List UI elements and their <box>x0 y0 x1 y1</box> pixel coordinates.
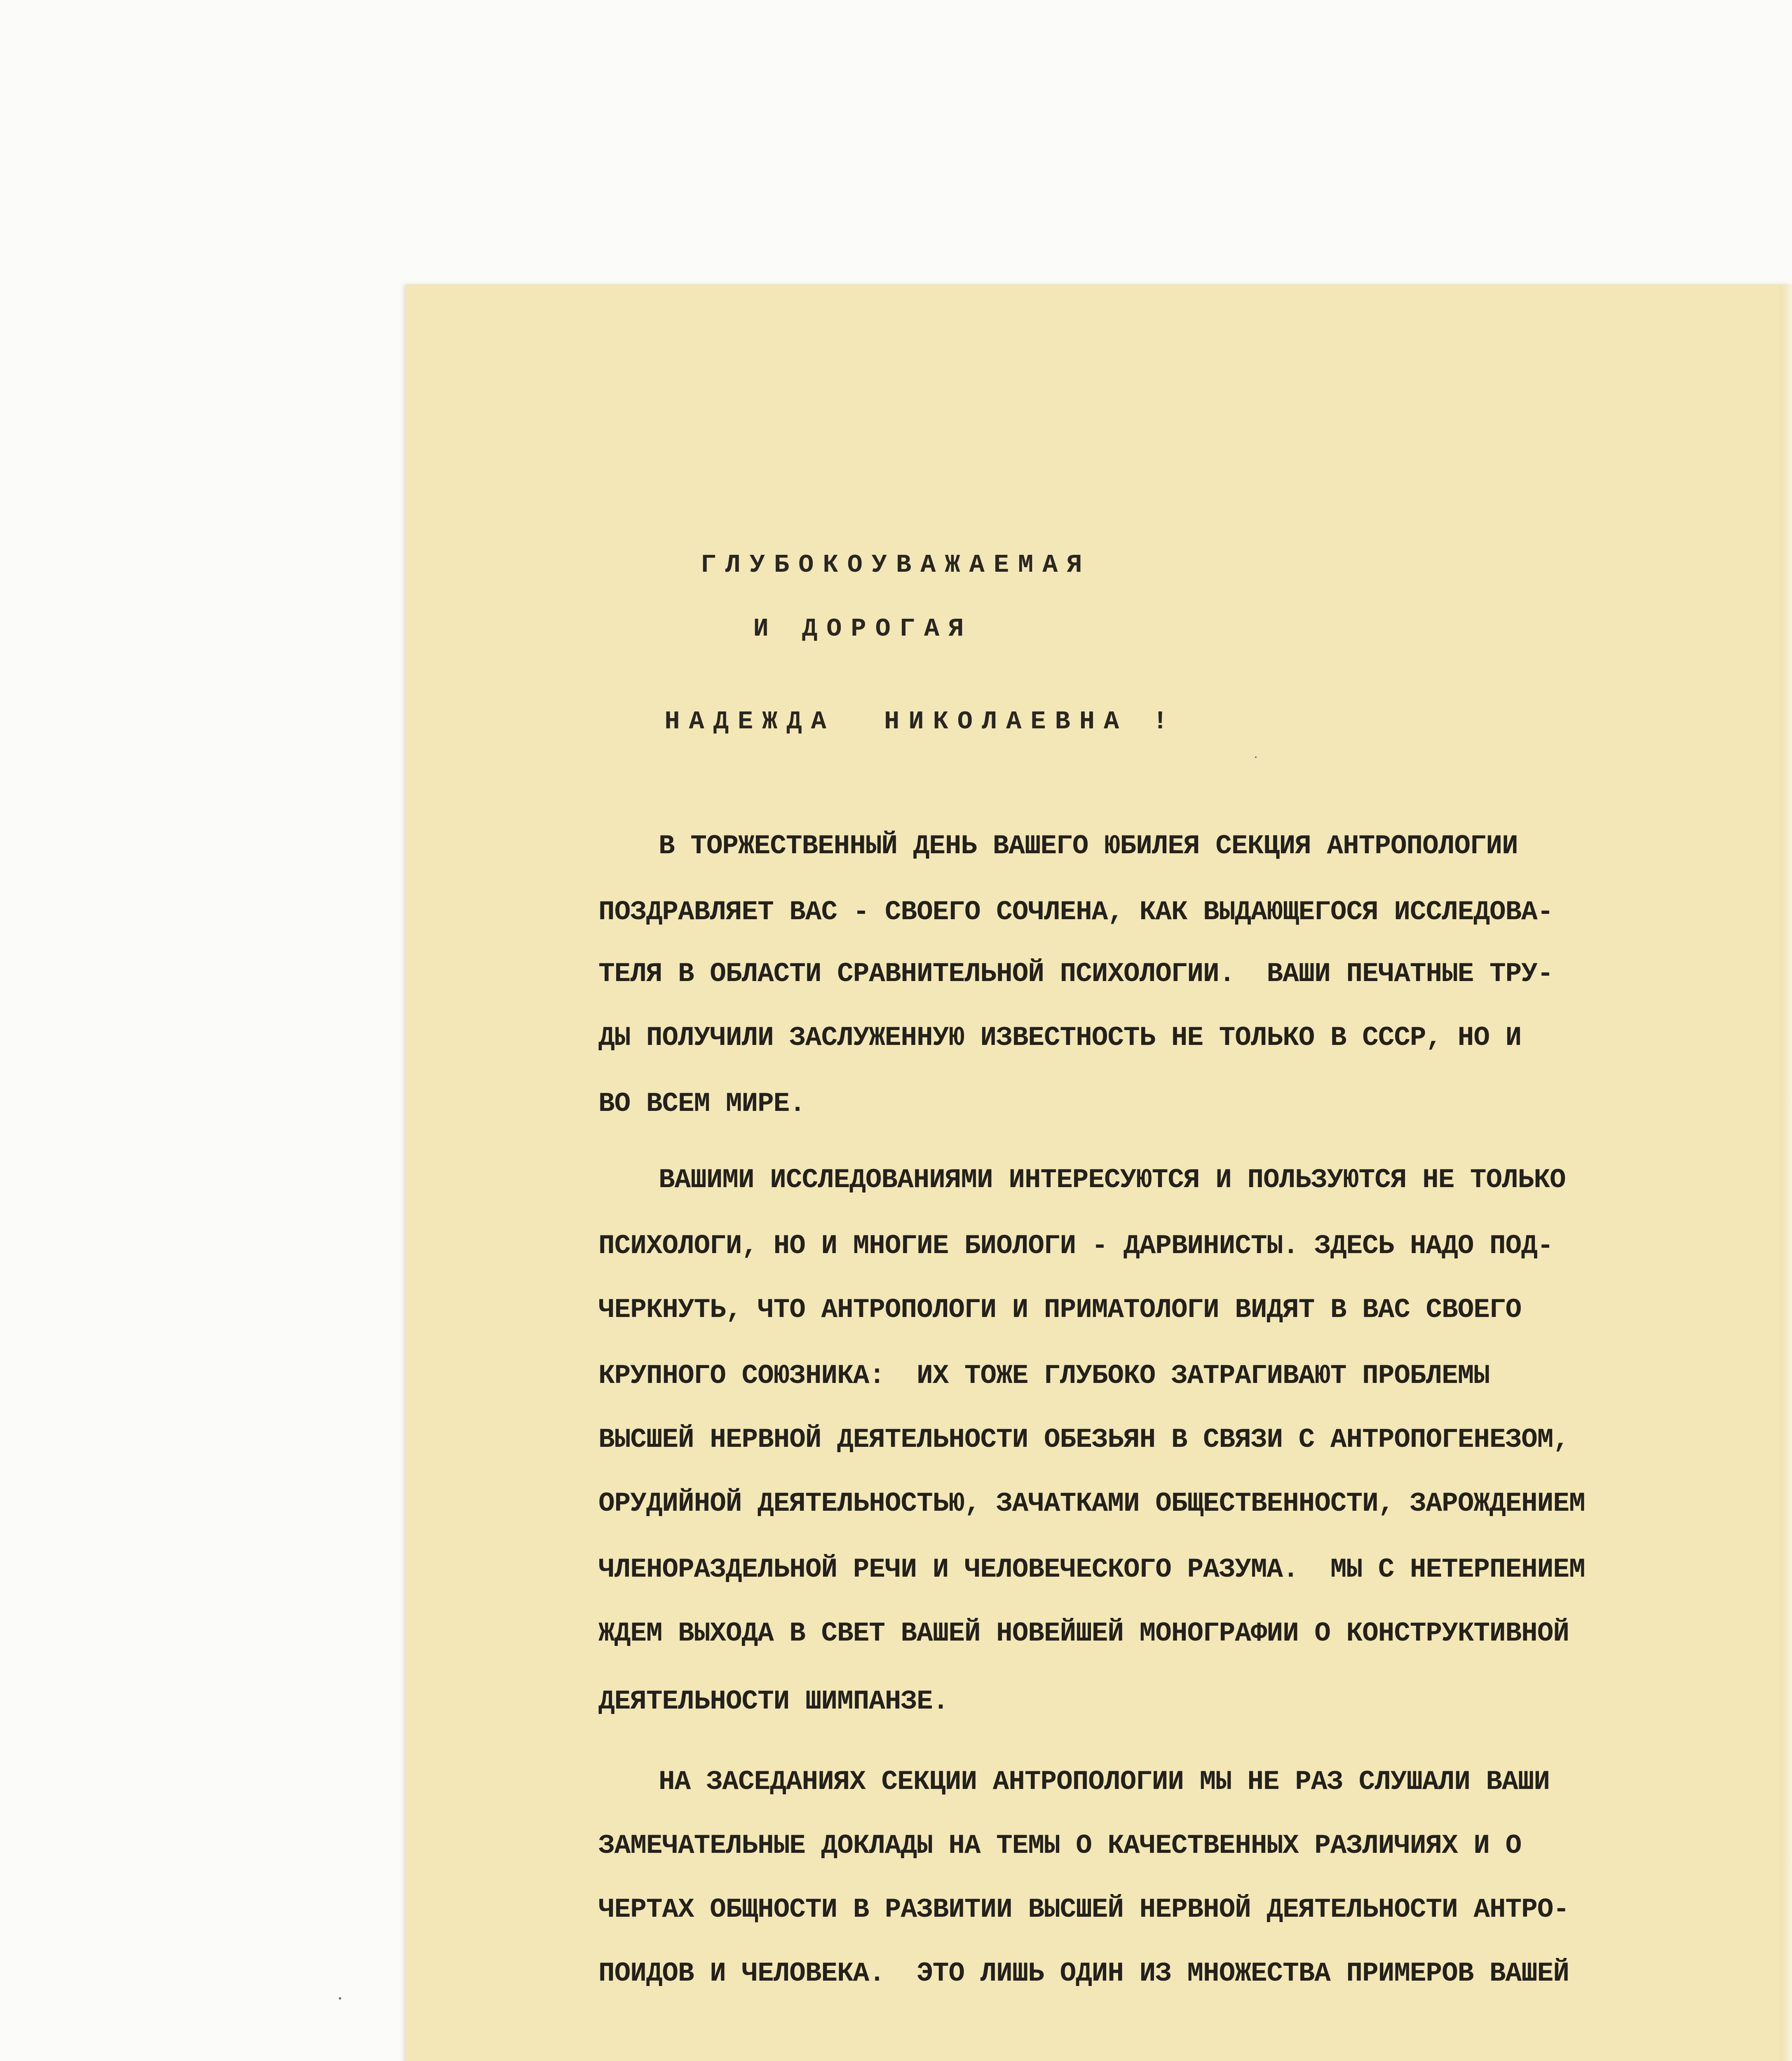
body-line: ПСИХОЛОГИ, НО И МНОГИЕ БИОЛОГИ - ДАРВИНИСТЫ. ЗДЕСЬ НАДО ПОД- <box>598 1230 1553 1261</box>
heading-line-3: НАДЕЖДА НИКОЛАЕВНА ! <box>664 707 1177 736</box>
heading-line-1: ГЛУБОКОУВАЖАЕМАЯ <box>701 550 1091 580</box>
body-line: ВАШИМИ ИССЛЕДОВАНИЯМИ ИНТЕРЕСУЮТСЯ И ПОЛЬЗУЮТСЯ НЕ ТОЛЬКО <box>659 1164 1566 1195</box>
body-line: ДЫ ПОЛУЧИЛИ ЗАСЛУЖЕННУЮ ИЗВЕСТНОСТЬ НЕ ТОЛЬКО В СССР, НО И <box>598 1022 1522 1053</box>
paper-speck <box>1255 756 1257 758</box>
body-line: ЧЛЕНОРАЗДЕЛЬНОЙ РЕЧИ И ЧЕЛОВЕЧЕСКОГО РАЗУМА. МЫ С НЕТЕРПЕНИЕМ <box>598 1554 1585 1585</box>
body-line: ДЕЯТЕЛЬНОСТИ ШИМПАНЗЕ. <box>598 1686 949 1717</box>
body-line: ТЕЛЯ В ОБЛАСТИ СРАВНИТЕЛЬНОЙ ПСИХОЛОГИИ. ВАШИ ПЕЧАТНЫЕ ТРУ- <box>598 958 1553 989</box>
body-line: В ТОРЖЕСТВЕННЫЙ ДЕНЬ ВАШЕГО ЮБИЛЕЯ СЕКЦИЯ АНТРОПОЛОГИИ <box>659 831 1518 861</box>
body-line: КРУПНОГО СОЮЗНИКА: ИХ ТОЖЕ ГЛУБОКО ЗАТРАГИВАЮТ ПРОБЛЕМЫ <box>598 1360 1489 1391</box>
body-line: ПОЗДРАВЛЯЕТ ВАС - СВОЕГО СОЧЛЕНА, КАК ВЫДАЮЩЕГОСЯ ИССЛЕДОВА- <box>598 897 1553 927</box>
body-line: ОРУДИЙНОЙ ДЕЯТЕЛЬНОСТЬЮ, ЗАЧАТКАМИ ОБЩЕСТВЕННОСТИ, ЗАРОЖДЕНИЕМ <box>598 1488 1585 1519</box>
body-line: ЗАМЕЧАТЕЛЬНЫЕ ДОКЛАДЫ НА ТЕМЫ О КАЧЕСТВЕННЫХ РАЗЛИЧИЯХ И О <box>598 1830 1522 1861</box>
body-line: ЧЕРТАХ ОБЩНОСТИ В РАЗВИТИИ ВЫСШЕЙ НЕРВНОЙ ДЕЯТЕЛЬНОСТИ АНТРО- <box>598 1894 1569 1925</box>
body-line: ВЫСШЕЙ НЕРВНОЙ ДЕЯТЕЛЬНОСТИ ОБЕЗЬЯН В СВЯЗИ С АНТРОПОГЕНЕЗОМ, <box>598 1424 1569 1455</box>
paper-speck <box>339 1997 341 2000</box>
body-line: ВО ВСЕМ МИРЕ. <box>598 1088 805 1119</box>
body-line: НА ЗАСЕДАНИЯХ СЕКЦИИ АНТРОПОЛОГИИ МЫ НЕ РАЗ СЛУШАЛИ ВАШИ <box>659 1766 1550 1797</box>
body-line: ЧЕРКНУТЬ, ЧТО АНТРОПОЛОГИ И ПРИМАТОЛОГИ ВИДЯТ В ВАС СВОЕГО <box>598 1294 1522 1325</box>
heading-line-2: И ДОРОГАЯ <box>753 614 973 643</box>
body-line: ЖДЕМ ВЫХОДА В СВЕТ ВАШЕЙ НОВЕЙШЕЙ МОНОГРАФИИ О КОНСТРУКТИВНОЙ <box>598 1618 1569 1649</box>
body-line: ПОИДОВ И ЧЕЛОВЕКА. ЭТО ЛИШЬ ОДИН ИЗ МНОЖЕСТВА ПРИМЕРОВ ВАШЕЙ <box>598 1958 1569 1989</box>
